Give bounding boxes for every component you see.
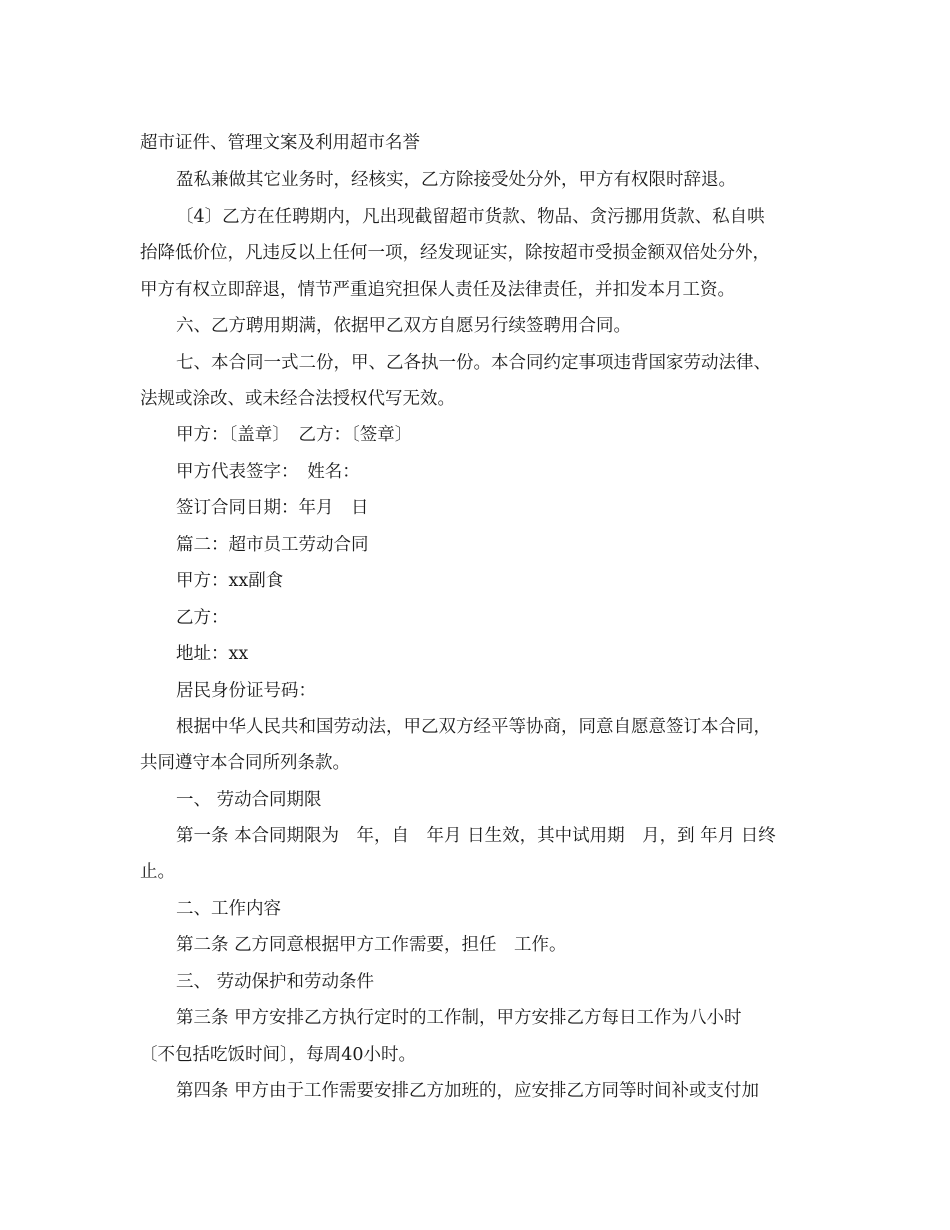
text-line-2: 盈私兼做其它业务时，经核实，乙方除接受处分外，甲方有权限时辞退。 [176,170,736,190]
text-line-7: 七、本合同一式二份，甲、乙各执一份。本合同约定事项违背国家劳动法律、 [176,353,771,373]
text-line-22: 二、工作内容 [176,899,281,919]
text-line-24: 三、 劳动保护和劳动条件 [176,972,375,992]
text-line-21: 止。 [140,862,175,882]
text-line-12: 篇二：超市员工劳动合同 [176,535,369,555]
text-line-13: 甲方：xx副食 [176,571,284,591]
text-line-9: 甲方：〔盖章〕 乙方：〔签章〕 [176,425,413,445]
text-line-17: 根据中华人民共和国劳动法，甲乙双方经平等协商，同意自愿意签订本合同， [176,717,771,737]
text-line-10: 甲方代表签字： 姓名： [176,462,360,482]
text-line-11: 签订合同日期：年月 日 [176,498,369,518]
text-line-26: 〔不包括吃饭时间〕，每周40小时。 [140,1045,417,1065]
text-line-20: 第一条 本合同期限为 年，自 年月 日生效，其中试用期 月，到 年月 日终 [176,826,776,846]
text-line-18: 共同遵守本合同所列条款。 [140,753,350,773]
text-line-4: 抬降低价位，凡违反以上任何一项，经发现证实，除按超市受损金额双倍处分外， [140,243,770,263]
text-line-1: 超市证件、管理文案及利用超市名誉 [140,133,420,153]
text-line-16: 居民身份证号码： [176,681,316,701]
text-line-8: 法规或涂改、或未经合法授权代写无效。 [140,389,455,409]
text-line-25: 第三条 甲方安排乙方执行定时的工作制，甲方安排乙方每日工作为八小时 [176,1008,742,1028]
text-line-19: 一、 劳动合同期限 [176,790,322,810]
text-line-15: 地址：xx [176,644,249,664]
text-line-27: 第四条 甲方由于工作需要安排乙方加班的，应安排乙方同等时间补或支付加 [176,1081,760,1101]
text-line-23: 第二条 乙方同意根据甲方工作需要，担任 工作。 [176,935,567,955]
text-line-3: 〔4〕乙方在任聘期内，凡出现截留超市货款、物品、贪污挪用货款、私自哄 [176,207,765,227]
text-line-14: 乙方： [176,608,229,628]
text-line-6: 六、乙方聘用期满，依据甲乙双方自愿另行续签聘用合同。 [176,316,631,336]
text-line-5: 甲方有权立即辞退，情节严重追究担保人责任及法律责任，并扣发本月工资。 [140,280,735,300]
